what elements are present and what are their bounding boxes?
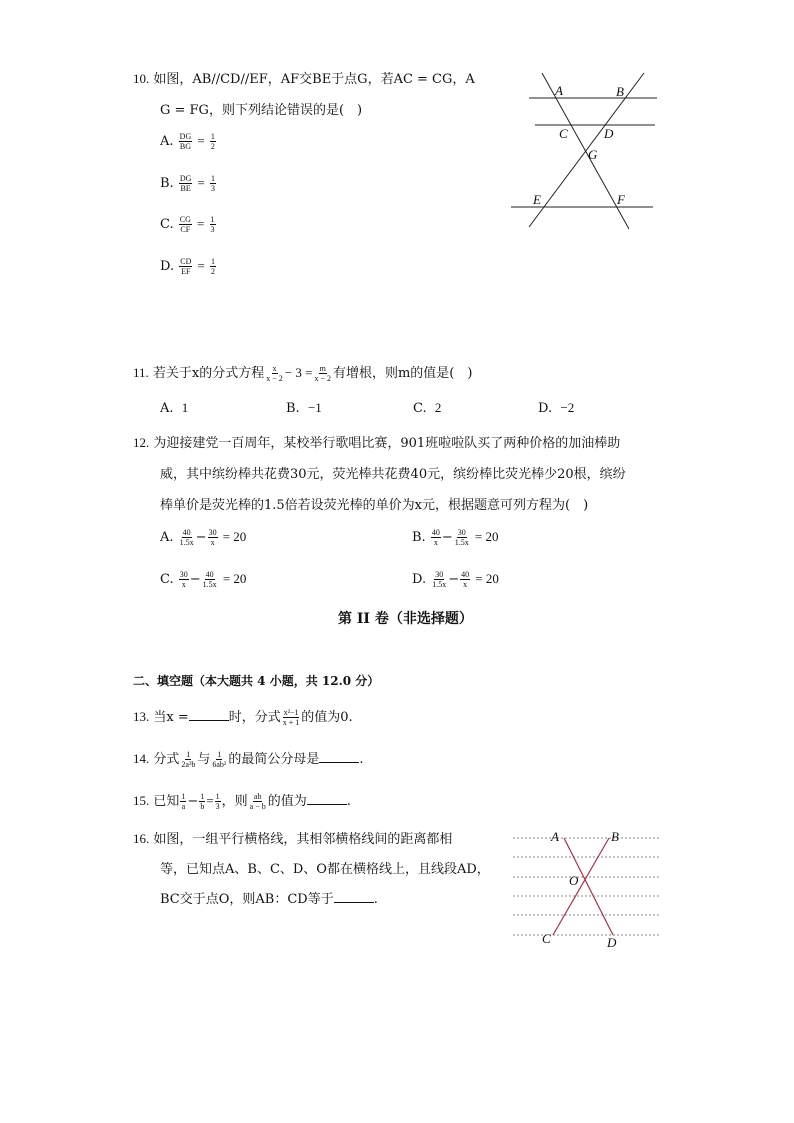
label-d: D (604, 126, 614, 141)
part2-title: 第 II 卷（非选择题） (338, 611, 473, 627)
q10-line1: 10. 如图，AB//CD//EF，AF交BE于点G，若AC = CG，A (133, 71, 475, 87)
q12-option-c[interactable]: C. $\frac{30}{x}$ − $\frac{40}{1.5x}$ = 20 (160, 570, 247, 589)
label-e: E (533, 192, 541, 207)
q11-stem: 11. 若关于x的分式方程 $\frac{x}{x - 2}$ − 3 = $\frac{m}{x - 2}$ 有增根，则m的值是( ) (133, 364, 473, 383)
label-f: F (617, 192, 625, 207)
q13-stem: 13. 当x = 时，分式 $\frac{\text{x²−1}}{x + 1}$ 的值为0. (133, 708, 353, 727)
q10-option-d[interactable]: D. $\frac{CD}{EF}$ = $\frac{1}{2}$ (160, 257, 215, 276)
section2-heading: 二、填空题（本大题共 4 小题，共 12.0 分） (133, 674, 380, 688)
q16-answer-blank[interactable] (334, 890, 374, 903)
q16-stem-1: 如图，一组平行横格线，其相邻横格线间的距离都相 (153, 832, 453, 847)
q10-option-a[interactable]: A. $\frac{DG}{BG}$ = $\frac{1}{2}$ (160, 132, 215, 151)
q15-stem: 15. 已知 $\frac{1}{a}$ − $\frac{1}{b}$ = $\frac{1}{3}$ ，则 $\frac{ab}{a - b}$ 的值为 . (133, 792, 351, 811)
label-a: A (551, 829, 559, 844)
q10-stem-1: 如图，AB//CD//EF，AF交BE于点G，若AC = CG，A (153, 72, 475, 87)
q12-option-b[interactable]: B. $\frac{40}{x}$ − $\frac{30}{1.5x}$ = 20 (412, 528, 499, 547)
q12-option-d[interactable]: D. $\frac{30}{1.5x}$ − $\frac{40}{x}$ = 20 (412, 570, 499, 589)
label-b: B (611, 829, 619, 844)
q16-figure (505, 825, 665, 955)
q12-stem-1: 为迎接建党一百周年，某校举行歌唱比赛，901班啦啦队买了两种价格的加油棒助 (153, 436, 621, 451)
label-g: G (588, 147, 598, 162)
q14-answer-blank[interactable] (319, 750, 359, 763)
label-o: O (569, 873, 579, 888)
label-c: C (559, 126, 568, 141)
q15-answer-blank[interactable] (307, 792, 347, 805)
q11-option-a[interactable]: A. 1 (160, 400, 189, 416)
q16-stem-2: 等，已知点A、B、C、D、O都在横格线上，且线段AD， (160, 862, 490, 877)
q12-stem-3: 棒单价是荧光棒的1.5倍若设荧光棒的单价为x元，根据题意可列方程为( ) (160, 498, 589, 513)
q10-stem-2: G = FG，则下列结论错误的是( ) (160, 103, 363, 118)
label-a: A (555, 83, 563, 98)
label-c: C (542, 931, 551, 946)
segment-bc (553, 838, 609, 935)
q10-option-c[interactable]: C. $\frac{CG}{CF}$ = $\frac{1}{3}$ (160, 215, 215, 234)
q14-stem: 14. 分式 $\frac{1}{\text{2a²b}}$ 与 $\frac{1}{\text{6ab²}}$ 的最简公分母是 . (133, 750, 364, 769)
q12-option-a[interactable]: A. $\frac{40}{1.5x}$ − $\frac{30}{x}$ = 20 (160, 528, 247, 547)
label-d: D (607, 935, 617, 950)
q11-option-b[interactable]: B. −1 (286, 400, 322, 416)
label-b: B (616, 84, 624, 99)
q16-line1: 16. 如图，一组平行横格线，其相邻横格线间的距离都相 (133, 831, 453, 847)
q11-option-c[interactable]: C. 2 (413, 400, 442, 416)
q13-answer-blank[interactable] (189, 708, 229, 721)
q12-line1: 12. 为迎接建党一百周年，某校举行歌唱比赛，901班啦啦队买了两种价格的加油棒助 (133, 435, 621, 451)
q16-stem-3: BC交于点O，则AB：CD等于 . (160, 892, 378, 907)
q11-option-d[interactable]: D. −2 (538, 400, 575, 416)
q10-figure (505, 65, 665, 240)
q10-option-b[interactable]: B. $\frac{DG}{BE}$ = $\frac{1}{3}$ (160, 174, 216, 193)
line-be (529, 73, 644, 227)
q12-stem-2: 威，其中缤纷棒共花费30元，荧光棒共花费40元，缤纷棒比荧光棒少20根，缤纷 (160, 467, 626, 482)
